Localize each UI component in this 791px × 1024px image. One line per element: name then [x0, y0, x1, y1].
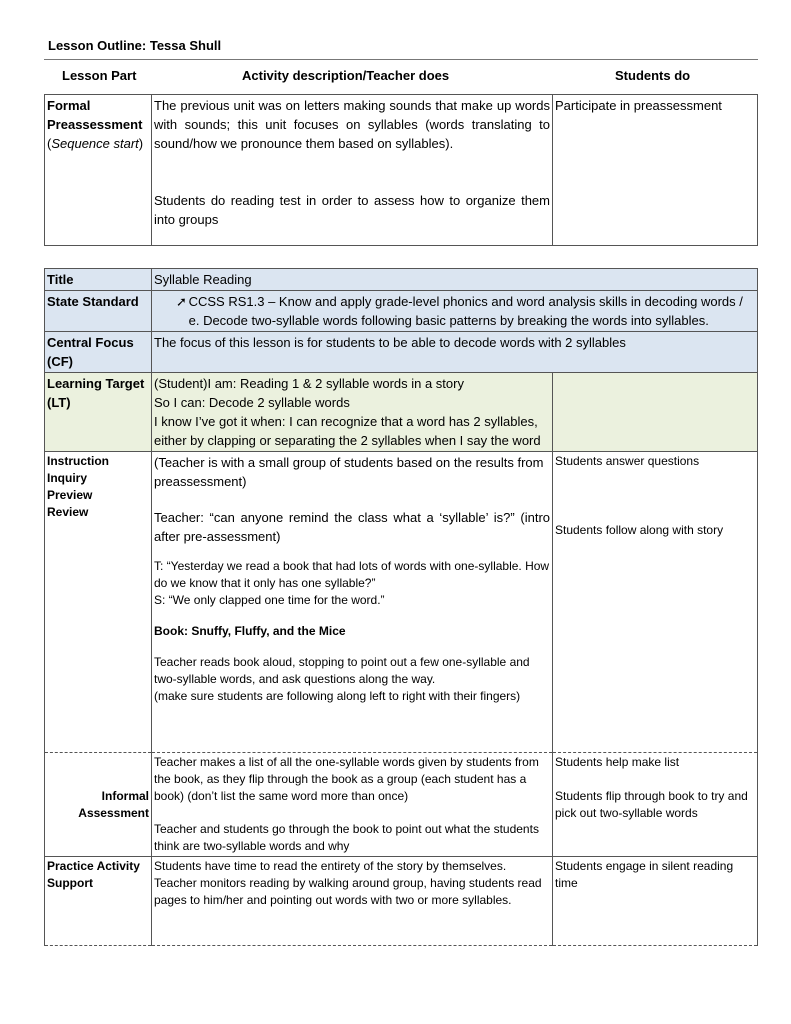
- preassessment-activity-paragraph: Students do reading test in order to assess how to organize them into groups: [154, 193, 550, 227]
- central-focus-label: [45, 332, 152, 373]
- lesson-plan-table: [44, 268, 758, 946]
- preassessment-activity-paragraph: The previous unit was on letters making sounds that make up words with sounds; this unit focuses on syllables (words translating to sound/how we pronounce them based on syllables).: [154, 98, 550, 151]
- preassessment-label-line1: Formal: [47, 98, 91, 113]
- state-standard-cell: [152, 291, 758, 332]
- central-focus-value: The focus of this lesson is for students to be able to decode words with 2 syllables: [152, 332, 758, 373]
- state-standard-label: State Standard: [45, 291, 152, 332]
- students-do-item: Students answer questions: [555, 454, 700, 468]
- practice-activity-label: [45, 857, 152, 946]
- table-row: [45, 373, 758, 452]
- instruction-activity-cell: [152, 452, 553, 753]
- column-header-students-do: Students do: [615, 68, 691, 83]
- learning-target-label-line1: Learning Target: [47, 376, 145, 391]
- students-do-item: Students flip through book to try and pick out two-syllable words: [555, 789, 748, 820]
- instruction-dialogue: T: “Yesterday we read a book that had lots of words with one-syllable. How do we know that it only has one syllable?”: [154, 559, 550, 590]
- central-focus-label-line2: (CF): [47, 354, 73, 369]
- preassessment-label-line2: Preassessment: [47, 117, 143, 132]
- table-row: [45, 332, 758, 373]
- title-label: Title: [45, 269, 152, 291]
- table-row: [45, 452, 758, 753]
- informal-assessment-paragraph: Teacher and students go through the book to point out what the students think are two-syllable words and why: [154, 822, 539, 853]
- learning-target-line: So I can: Decode 2 syllable words: [154, 395, 350, 410]
- practice-activity-label-line1: Practice Activity: [47, 859, 140, 873]
- sequence-start-text: Sequence start: [51, 136, 139, 151]
- table-row: [45, 291, 758, 332]
- informal-assessment-students-cell: [553, 753, 758, 857]
- title-value: Syllable Reading: [152, 269, 758, 291]
- north-east-arrow-icon: ➚: [176, 294, 187, 309]
- column-header-lesson-part: Lesson Part: [62, 68, 137, 83]
- table-row: [45, 753, 758, 857]
- instruction-paragraph: (Teacher is with a small group of students based on the results from preassessment): [154, 455, 544, 489]
- table-row: [45, 269, 758, 291]
- informal-assessment-label: [45, 753, 152, 857]
- practice-activity-students-cell: Students engage in silent reading time: [553, 857, 758, 946]
- informal-assessment-activity-cell: [152, 753, 553, 857]
- instruction-paragraph: Teacher: “can anyone remind the class what a ‘syllable’ is?” (intro after pre-assessment): [154, 510, 550, 544]
- students-do-item: Students follow along with story: [555, 523, 724, 537]
- learning-target-line: I know I’ve got it when: I can recognize that a word has 2 syllables, either by clapping or separating the 2 syllables when I say the word: [154, 414, 541, 448]
- paren-open: (: [47, 136, 52, 151]
- preassessment-students-cell: Participate in preassessment: [553, 95, 758, 246]
- document-title: Lesson Outline: Tessa Shull: [48, 38, 222, 53]
- instruction-label: [45, 452, 152, 753]
- informal-assessment-label-line1: Informal: [101, 788, 149, 803]
- paren-close: ): [138, 136, 144, 151]
- learning-target-line: (Student)I am: Reading 1 & 2 syllable words in a story: [154, 376, 464, 391]
- learning-target-label: [45, 373, 152, 452]
- state-standard-value: CCSS RS1.3 – Know and apply grade-level phonics and word analysis skills in decoding words / e. Decode two-syllable words following basic patterns by breaking the words into syllables.: [188, 294, 743, 328]
- column-header-activity: Activity description/Teacher does: [242, 68, 450, 83]
- preassessment-table: [44, 94, 758, 246]
- practice-activity-value: Students have time to read the entirety of the story by themselves. Teacher monitors reading by walking around group, having students read pages to him/her and pointing out words with two or more syllables.: [152, 857, 553, 946]
- practice-activity-label-line2: Support: [47, 876, 93, 890]
- instruction-paragraph: Teacher reads book aloud, stopping to point out a few one-syllable and two-syllable words, and ask questions along the way.: [154, 655, 530, 686]
- instruction-paragraph: (make sure students are following along left to right with their fingers): [154, 689, 521, 703]
- table-row: [45, 95, 758, 246]
- instruction-label-line: Instruction: [47, 454, 109, 468]
- learning-target-label-line2: (LT): [47, 395, 71, 410]
- instruction-label-line: Review: [47, 505, 89, 519]
- students-do-item: Students help make list: [555, 755, 680, 769]
- informal-assessment-label-line2: Assessment: [78, 805, 149, 820]
- sequence-start-label: [47, 134, 149, 153]
- instruction-label-line: Preview: [47, 488, 93, 502]
- title-divider: [44, 59, 758, 60]
- central-focus-label-line1: Central Focus: [47, 335, 134, 350]
- instruction-students-cell: [553, 452, 758, 753]
- preassessment-label-cell: [45, 95, 152, 246]
- instruction-label-line: Inquiry: [47, 471, 88, 485]
- learning-target-cell: [152, 373, 553, 452]
- book-title: Book: Snuffy, Fluffy, and the Mice: [154, 624, 346, 638]
- learning-target-students-cell: [553, 373, 758, 452]
- informal-assessment-paragraph: Teacher makes a list of all the one-syllable words given by students from the book, as they flip through the book as a group (each student has a book) (don’t list the same word more than once): [154, 755, 539, 803]
- table-row: [45, 857, 758, 946]
- instruction-dialogue: S: “We only clapped one time for the word.”: [154, 593, 385, 607]
- preassessment-activity-cell: [152, 95, 553, 246]
